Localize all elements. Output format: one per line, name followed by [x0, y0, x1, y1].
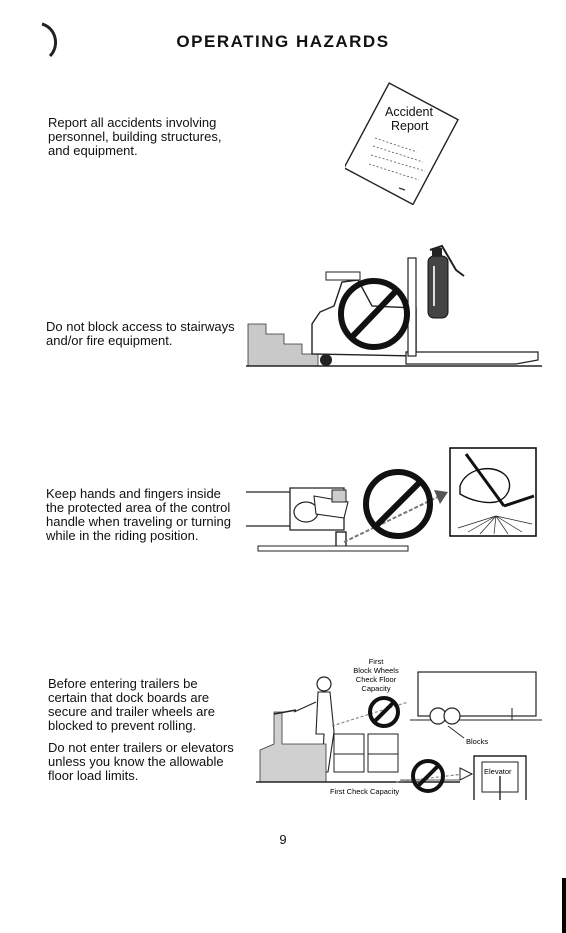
text-line: Do not block access to stairways	[46, 319, 235, 334]
stairways-text	[46, 320, 235, 348]
text-line: secure and trailer wheels are	[48, 704, 215, 719]
text-line: Do not enter trailers or elevators	[48, 740, 234, 755]
label-elevator: Elevator	[484, 767, 512, 776]
text-line: handle when traveling or turning	[46, 514, 232, 529]
stairway-blocked-illustration	[246, 236, 546, 370]
text-line: while in the riding position.	[46, 528, 199, 543]
label-first: First	[368, 657, 384, 666]
text-line: certain that dock boards are	[48, 690, 210, 705]
text-line: Keep hands and fingers inside	[46, 486, 221, 501]
page-edge-bar	[562, 878, 566, 933]
label-block-wheels: Block Wheels	[353, 666, 399, 675]
text-line: Before entering trailers be	[48, 676, 198, 691]
text-line: the protected area of the control	[46, 500, 231, 515]
control-handle-hand-illustration	[244, 446, 542, 554]
text-line: personnel, building structures,	[48, 129, 222, 144]
text-line: and equipment.	[48, 143, 138, 158]
text-line: floor load limits.	[48, 768, 139, 783]
trailers-text	[48, 677, 215, 733]
label-blocks: Blocks	[466, 737, 489, 746]
trailer-elevator-illustration	[252, 652, 546, 806]
form-title-report: Report	[391, 119, 429, 133]
text-line: blocked to prevent rolling.	[48, 718, 197, 733]
accident-report-form-illustration	[345, 80, 460, 205]
text-line: Report all accidents involving	[48, 115, 217, 130]
label-first-check-capacity: First Check Capacity	[330, 787, 400, 796]
label-capacity: Capacity	[361, 684, 391, 693]
text-line: and/or fire equipment.	[46, 333, 173, 348]
label-check-floor: Check Floor	[355, 675, 397, 684]
elevators-text	[48, 741, 234, 783]
form-title-accident: Accident	[385, 105, 433, 119]
text-line: unless you know the allowable	[48, 754, 224, 769]
page-title: OPERATING HAZARDS	[176, 32, 390, 51]
accident-report-text	[48, 116, 221, 158]
page-number: 9	[279, 832, 287, 847]
hands-text	[46, 487, 231, 543]
